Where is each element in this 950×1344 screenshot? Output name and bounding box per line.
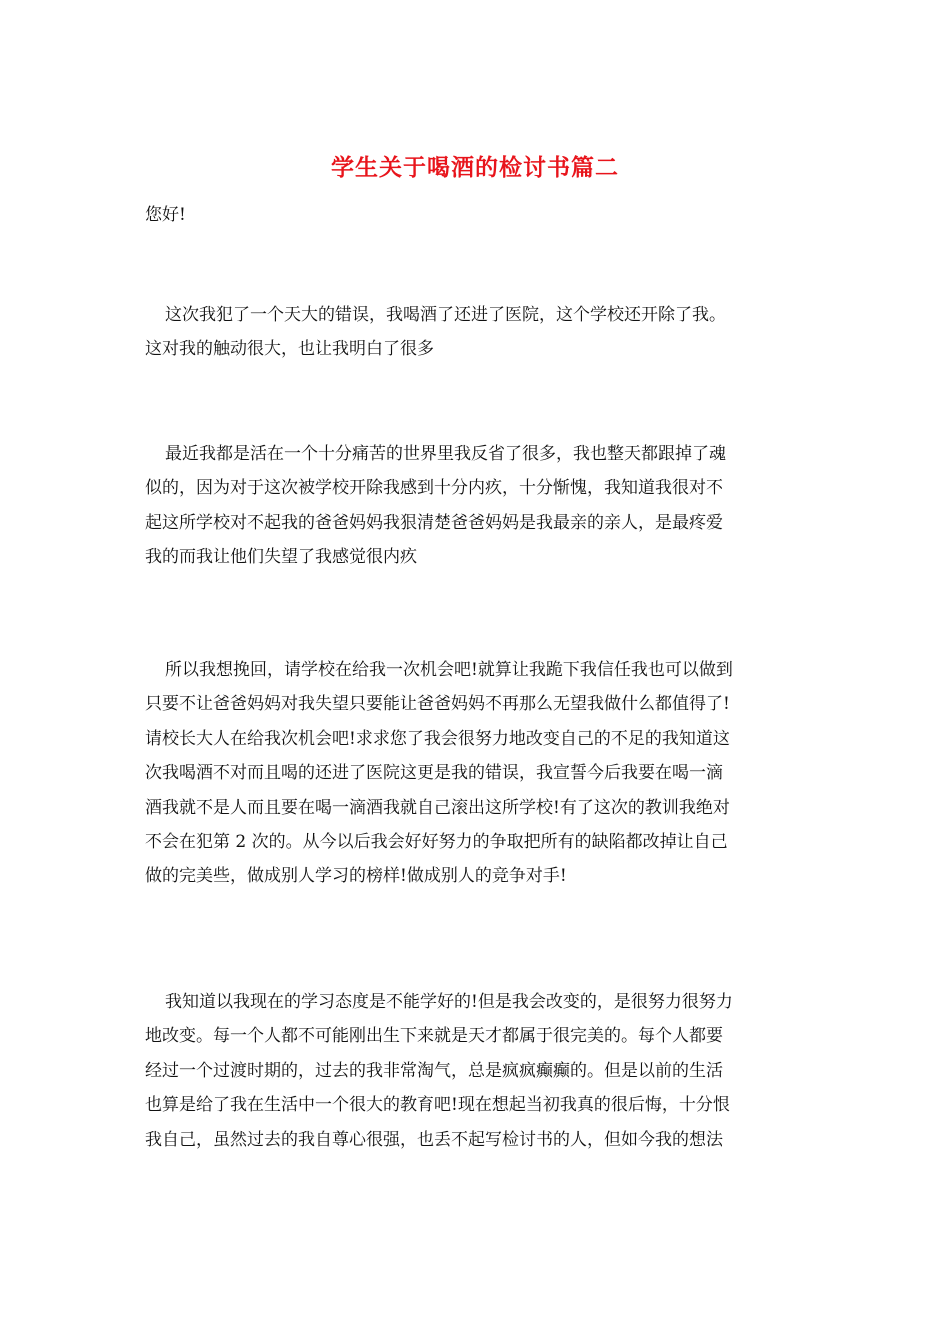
paragraph-line: 也算是给了我在生活中一个很大的教育吧!现在想起当初我真的很后悔，十分恨 — [145, 1095, 730, 1116]
paragraph-1 — [145, 298, 815, 367]
paragraph-line: 我的而我让他们失望了我感觉很内疚 — [145, 547, 417, 568]
document-title: 学生关于喝酒的检讨书篇二 — [331, 154, 619, 181]
paragraph-line: 最近我都是活在一个十分痛苦的世界里我反省了很多，我也整天都跟掉了魂 — [165, 444, 726, 464]
paragraph-line: 次我喝酒不对而且喝的还进了医院这更是我的错误，我宣誓今后我要在喝一滴 — [145, 763, 723, 784]
paragraph-line: 只要不让爸爸妈妈对我失望只要能让爸爸妈妈不再那么无望我做什么都值得了! — [145, 694, 730, 715]
paragraph-line: 做的完美些，做成别人学习的榜样!做成别人的竞争对手! — [145, 866, 567, 887]
paragraph-line: 请校长大人在给我次机会吧!求求您了我会很努力地改变自己的不足的我知道这 — [145, 728, 730, 749]
paragraph-line: 这对我的触动很大，也让我明白了很多 — [145, 339, 434, 360]
paragraph-line: 所以我想挽回，请学校在给我一次机会吧!就算让我跪下我信任我也可以做到 — [165, 660, 733, 680]
paragraph-3 — [145, 653, 815, 894]
greeting: 您好! — [145, 205, 186, 225]
paragraph-line: 我自己，虽然过去的我自尊心很强，也丢不起写检讨书的人，但如今我的想法 — [145, 1129, 723, 1150]
paragraph-line: 这次我犯了一个天大的错误，我喝酒了还进了医院，这个学校还开除了我。 — [165, 305, 726, 325]
paragraph-4 — [145, 985, 815, 1157]
paragraph-line: 地改变。每一个人都不可能刚出生下来就是天才都属于很完美的。每个人都要 — [145, 1026, 723, 1047]
paragraph-line: 我知道以我现在的学习态度是不能学好的!但是我会改变的，是很努力很努力 — [165, 992, 733, 1012]
paragraph-line: 经过一个过渡时期的，过去的我非常淘气，总是疯疯癫癫的。但是以前的生活 — [145, 1060, 723, 1081]
paragraph-line: 不会在犯第 2 次的。从今以后我会好好努力的争取把所有的缺陷都改掉让自己 — [145, 832, 728, 853]
paragraph-line: 起这所学校对不起我的爸爸妈妈我狠清楚爸爸妈妈是我最亲的亲人，是最疼爱 — [145, 512, 723, 533]
paragraph-2 — [145, 437, 815, 575]
paragraph-line: 似的，因为对于这次被学校开除我感到十分内疚，十分惭愧，我知道我很对不 — [145, 478, 723, 499]
paragraph-line: 酒我就不是人而且要在喝一滴酒我就自己滚出这所学校!有了这次的教训我绝对 — [145, 797, 730, 818]
